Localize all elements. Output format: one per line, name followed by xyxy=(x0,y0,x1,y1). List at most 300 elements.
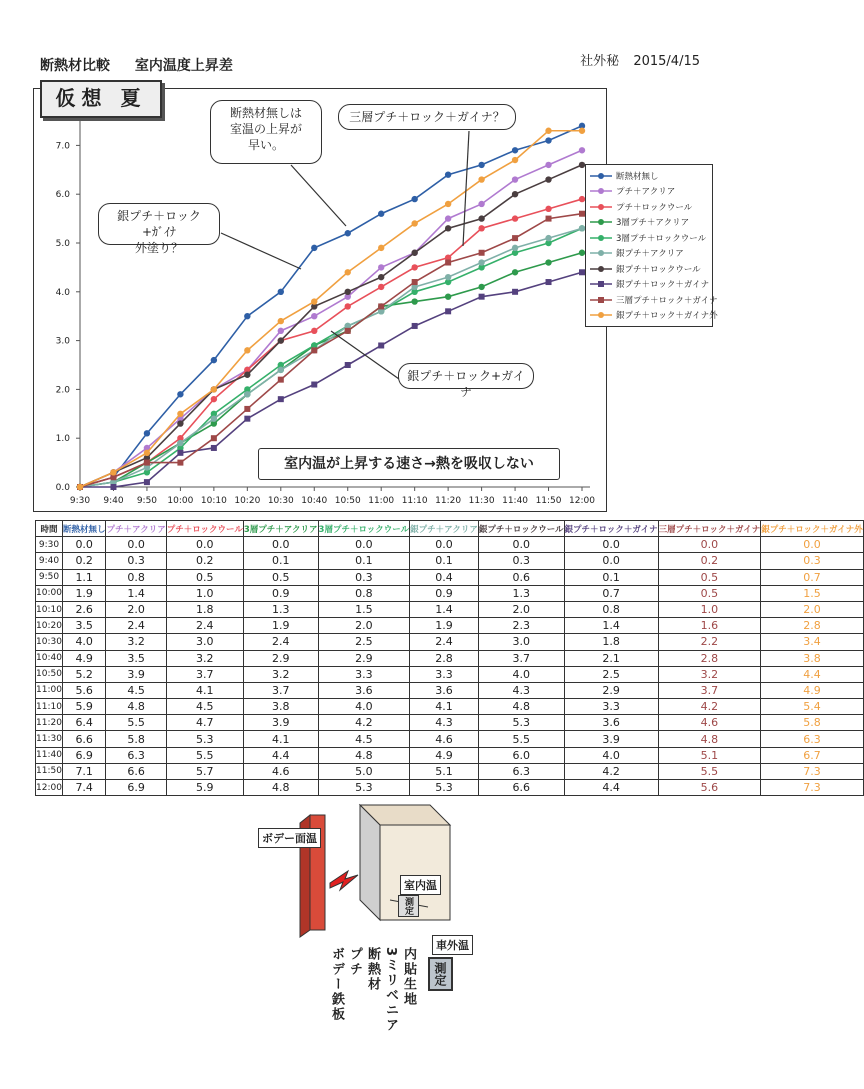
table-row xyxy=(36,634,864,650)
value-cell: 3.8 xyxy=(243,699,318,715)
value-cell: 5.3 xyxy=(410,780,479,796)
x-tick-label: 11:50 xyxy=(535,496,562,506)
page-header xyxy=(40,55,253,75)
y-tick-label: 7.0 xyxy=(55,141,70,152)
data-point xyxy=(345,269,351,275)
chart-banner: 室内温が上昇する速さ→熱を吸収しない xyxy=(258,448,560,480)
legend-swatch xyxy=(590,264,612,274)
table-row xyxy=(36,763,864,779)
x-tick-label: 11:20 xyxy=(435,496,462,506)
data-point xyxy=(545,235,551,241)
column-header: 銀プチ＋ロック＋ガイナ xyxy=(564,521,658,537)
value-cell: 3.0 xyxy=(478,634,564,650)
value-cell: 4.8 xyxy=(243,780,318,796)
legend-swatch xyxy=(590,186,612,196)
value-cell: 0.3 xyxy=(106,553,166,569)
time-cell: 9:30 xyxy=(36,537,63,553)
value-cell: 4.0 xyxy=(564,747,658,763)
legend-swatch xyxy=(590,233,612,243)
x-tick-label: 11:40 xyxy=(502,496,529,506)
time-cell: 11:00 xyxy=(36,682,63,698)
data-point xyxy=(545,128,551,134)
time-cell: 10:40 xyxy=(36,650,63,666)
value-cell: 4.9 xyxy=(410,747,479,763)
time-cell: 10:50 xyxy=(36,666,63,682)
measurement-diagram xyxy=(250,795,490,1055)
value-cell: 5.6 xyxy=(62,682,106,698)
data-point xyxy=(211,415,217,421)
data-point xyxy=(445,201,451,207)
time-cell: 10:30 xyxy=(36,634,63,650)
data-point xyxy=(512,269,518,275)
value-cell: 2.0 xyxy=(478,601,564,617)
table-row xyxy=(36,585,864,601)
legend-label: 断熱材無し xyxy=(616,171,659,182)
x-tick-label: 9:50 xyxy=(136,496,158,506)
value-cell: 4.2 xyxy=(564,763,658,779)
legend-item xyxy=(590,261,708,277)
value-cell: 5.8 xyxy=(106,731,166,747)
x-tick-label: 10:00 xyxy=(167,496,194,506)
value-cell: 1.0 xyxy=(166,585,243,601)
value-cell: 7.1 xyxy=(62,763,106,779)
legend-label: 銀プチ＋アクリア xyxy=(616,249,684,260)
value-cell: 3.0 xyxy=(166,634,243,650)
value-cell: 0.5 xyxy=(658,569,761,585)
data-point xyxy=(378,264,384,270)
callout-silver-outside: 銀プチ＋ロック+ｶﾞｲﾅ 外塗り？ xyxy=(98,203,220,245)
value-cell: 0.2 xyxy=(658,553,761,569)
value-cell: 2.8 xyxy=(761,618,864,634)
value-cell: 6.6 xyxy=(478,780,564,796)
data-point xyxy=(144,450,150,456)
data-point xyxy=(545,259,551,265)
value-cell: 2.3 xyxy=(478,618,564,634)
value-cell: 6.7 xyxy=(761,747,864,763)
data-point xyxy=(311,245,317,251)
time-cell: 11:50 xyxy=(36,763,63,779)
value-cell: 6.3 xyxy=(761,731,864,747)
data-point xyxy=(545,206,551,212)
value-cell: 4.5 xyxy=(166,699,243,715)
value-cell: 0.7 xyxy=(761,569,864,585)
value-cell: 1.0 xyxy=(658,601,761,617)
value-cell: 6.3 xyxy=(478,763,564,779)
value-cell: 6.4 xyxy=(62,715,106,731)
value-cell: 1.4 xyxy=(106,585,166,601)
confidential-label: 社外秘 xyxy=(580,54,620,69)
value-cell: 3.7 xyxy=(166,666,243,682)
value-cell: 3.2 xyxy=(243,666,318,682)
value-cell: 5.5 xyxy=(658,763,761,779)
x-tick-label: 10:40 xyxy=(301,496,328,506)
x-tick-label: 10:20 xyxy=(234,496,261,506)
legend-item xyxy=(590,199,708,215)
time-cell: 11:40 xyxy=(36,747,63,763)
data-point xyxy=(478,284,484,290)
data-point xyxy=(411,298,417,304)
callout-triple: 三層プチ＋ロック＋ガイナ？ xyxy=(338,104,516,130)
data-point xyxy=(478,162,484,168)
table-row xyxy=(36,666,864,682)
value-cell: 2.4 xyxy=(410,634,479,650)
value-cell: 0.1 xyxy=(243,553,318,569)
y-tick-label: 1.0 xyxy=(55,434,70,445)
time-cell: 12:00 xyxy=(36,780,63,796)
value-cell: 6.9 xyxy=(106,780,166,796)
value-cell: 1.8 xyxy=(564,634,658,650)
value-cell: 0.2 xyxy=(62,553,106,569)
value-cell: 2.9 xyxy=(318,650,410,666)
data-point xyxy=(211,357,217,363)
column-header: 銀プチ＋アクリア xyxy=(410,521,479,537)
data-point xyxy=(545,162,551,168)
value-cell: 1.4 xyxy=(564,618,658,634)
legend-item xyxy=(590,230,708,246)
value-cell: 1.5 xyxy=(318,601,410,617)
value-cell: 3.6 xyxy=(564,715,658,731)
value-cell: 4.3 xyxy=(478,682,564,698)
value-cell: 0.0 xyxy=(658,537,761,553)
value-cell: 0.3 xyxy=(761,553,864,569)
time-cell: 10:10 xyxy=(36,601,63,617)
value-cell: 4.8 xyxy=(478,699,564,715)
value-cell: 5.8 xyxy=(761,715,864,731)
data-point xyxy=(244,406,250,412)
x-tick-label: 10:50 xyxy=(334,496,361,506)
callout-pointer xyxy=(331,331,399,379)
data-point xyxy=(177,411,183,417)
label-insulation: 断熱材 xyxy=(365,947,380,992)
series-line-10 xyxy=(80,131,582,487)
legend-swatch xyxy=(590,248,612,258)
chart-legend xyxy=(585,164,718,327)
data-point xyxy=(311,382,317,388)
value-cell: 6.6 xyxy=(62,731,106,747)
value-cell: 5.9 xyxy=(62,699,106,715)
time-cell: 11:20 xyxy=(36,715,63,731)
value-cell: 3.2 xyxy=(658,666,761,682)
value-cell: 4.6 xyxy=(243,763,318,779)
value-cell: 1.9 xyxy=(62,585,106,601)
data-point xyxy=(211,396,217,402)
value-cell: 0.3 xyxy=(318,569,410,585)
value-cell: 5.6 xyxy=(658,780,761,796)
value-cell: 4.0 xyxy=(62,634,106,650)
value-cell: 3.3 xyxy=(410,666,479,682)
value-cell: 4.8 xyxy=(106,699,166,715)
data-point xyxy=(244,313,250,319)
value-cell: 0.3 xyxy=(478,553,564,569)
column-header: 3層プチ＋アクリア xyxy=(243,521,318,537)
legend-item xyxy=(590,246,708,262)
value-cell: 1.3 xyxy=(478,585,564,601)
doc-title: 断熱材比較 xyxy=(40,58,110,74)
y-tick-label: 6.0 xyxy=(55,190,70,201)
x-tick-label: 9:30 xyxy=(69,496,91,506)
label-measure: 測定 xyxy=(398,895,419,917)
data-point xyxy=(445,274,451,280)
value-cell: 2.0 xyxy=(106,601,166,617)
value-cell: 4.6 xyxy=(658,715,761,731)
callout-silver: 銀プチ＋ロック+ガイナ xyxy=(398,363,534,389)
data-point xyxy=(144,479,150,485)
data-point xyxy=(411,220,417,226)
value-cell: 4.8 xyxy=(658,731,761,747)
data-point xyxy=(144,430,150,436)
value-cell: 4.5 xyxy=(318,731,410,747)
value-cell: 3.2 xyxy=(166,650,243,666)
y-tick-label: 4.0 xyxy=(55,287,70,298)
value-cell: 0.0 xyxy=(478,537,564,553)
data-point xyxy=(77,484,83,490)
value-cell: 2.4 xyxy=(166,618,243,634)
legend-label: プチ＋ロックウール xyxy=(616,202,693,213)
value-cell: 3.5 xyxy=(106,650,166,666)
data-point xyxy=(445,308,451,314)
data-point xyxy=(177,440,183,446)
data-point xyxy=(345,362,351,368)
value-cell: 5.2 xyxy=(62,666,106,682)
value-cell: 0.0 xyxy=(761,537,864,553)
data-point xyxy=(445,171,451,177)
table-row xyxy=(36,569,864,585)
data-point xyxy=(412,279,418,285)
column-header: 断熱材無し xyxy=(62,521,106,537)
value-cell: 3.7 xyxy=(478,650,564,666)
legend-label: 3層プチ＋アクリア xyxy=(616,218,690,229)
value-cell: 3.4 xyxy=(761,634,864,650)
value-cell: 0.0 xyxy=(106,537,166,553)
value-cell: 5.1 xyxy=(658,747,761,763)
data-point xyxy=(479,294,485,300)
data-point xyxy=(345,328,351,334)
column-header: 銀プチ＋ロックウール xyxy=(478,521,564,537)
value-cell: 0.1 xyxy=(318,553,410,569)
data-point xyxy=(545,137,551,143)
table-row xyxy=(36,747,864,763)
value-cell: 2.0 xyxy=(318,618,410,634)
time-cell: 11:30 xyxy=(36,731,63,747)
value-cell: 0.2 xyxy=(166,553,243,569)
data-point xyxy=(512,157,518,163)
value-cell: 0.1 xyxy=(564,569,658,585)
value-cell: 4.5 xyxy=(106,682,166,698)
data-point xyxy=(345,230,351,236)
data-point xyxy=(512,289,518,295)
data-point xyxy=(345,289,351,295)
data-point xyxy=(345,303,351,309)
data-point xyxy=(445,260,451,266)
callout-no-insulation: 断熱材無しは 室温の上昇が 早い。 xyxy=(210,100,322,164)
value-cell: 1.9 xyxy=(410,618,479,634)
label-room-temp: 室内温 xyxy=(400,875,441,895)
data-point xyxy=(378,211,384,217)
value-cell: 0.8 xyxy=(564,601,658,617)
table-row xyxy=(36,537,864,553)
legend-label: プチ＋アクリア xyxy=(616,187,676,198)
label-outside-temp: 車外温 xyxy=(432,935,473,955)
time-cell: 10:20 xyxy=(36,618,63,634)
data-point xyxy=(411,196,417,202)
value-cell: 0.8 xyxy=(318,585,410,601)
label-veneer: 3ミリベニア xyxy=(383,947,398,1034)
box-side xyxy=(360,805,380,920)
value-cell: 4.3 xyxy=(410,715,479,731)
value-cell: 2.4 xyxy=(106,618,166,634)
value-cell: 5.7 xyxy=(166,763,243,779)
value-cell: 2.5 xyxy=(318,634,410,650)
value-cell: 0.7 xyxy=(564,585,658,601)
value-cell: 4.1 xyxy=(166,682,243,698)
table-row xyxy=(36,650,864,666)
value-cell: 5.1 xyxy=(410,763,479,779)
data-point xyxy=(211,435,217,441)
legend-swatch xyxy=(590,202,612,212)
data-point xyxy=(512,215,518,221)
value-cell: 7.4 xyxy=(62,780,106,796)
data-point xyxy=(478,259,484,265)
value-cell: 6.9 xyxy=(62,747,106,763)
data-point xyxy=(177,460,183,466)
data-point xyxy=(278,367,284,373)
data-point xyxy=(278,396,284,402)
season-label: 仮想 夏 xyxy=(40,80,162,118)
data-point xyxy=(545,176,551,182)
value-cell: 0.6 xyxy=(478,569,564,585)
value-cell: 3.7 xyxy=(658,682,761,698)
table-body xyxy=(36,537,864,796)
value-cell: 2.0 xyxy=(761,601,864,617)
y-tick-label: 0.0 xyxy=(55,483,70,493)
header-meta xyxy=(570,50,700,69)
value-cell: 3.9 xyxy=(106,666,166,682)
data-point xyxy=(211,386,217,392)
data-point xyxy=(177,420,183,426)
value-cell: 3.2 xyxy=(106,634,166,650)
time-cell: 11:10 xyxy=(36,699,63,715)
value-cell: 4.7 xyxy=(166,715,243,731)
value-cell: 0.0 xyxy=(410,537,479,553)
value-cell: 4.0 xyxy=(318,699,410,715)
x-tick-label: 9:40 xyxy=(103,496,124,506)
value-cell: 3.3 xyxy=(318,666,410,682)
value-cell: 1.8 xyxy=(166,601,243,617)
data-point xyxy=(378,284,384,290)
legend-item xyxy=(590,308,718,324)
table-row xyxy=(36,699,864,715)
legend-label: 銀プチ＋ロックウール xyxy=(616,264,701,275)
value-cell: 4.8 xyxy=(318,747,410,763)
x-tick-label: 12:00 xyxy=(569,496,595,506)
column-header: 三層プチ＋ロック＋ガイナ xyxy=(658,521,761,537)
value-cell: 0.5 xyxy=(166,569,243,585)
data-point xyxy=(278,337,284,343)
data-point xyxy=(478,201,484,207)
data-point xyxy=(411,264,417,270)
data-point xyxy=(244,372,250,378)
time-cell: 10:00 xyxy=(36,585,63,601)
value-cell: 1.6 xyxy=(658,618,761,634)
x-tick-label: 10:10 xyxy=(200,496,227,506)
data-point xyxy=(512,235,518,241)
value-cell: 5.4 xyxy=(761,699,864,715)
label-measure-outside: 測定 xyxy=(428,957,453,991)
value-cell: 2.6 xyxy=(62,601,106,617)
value-cell: 6.6 xyxy=(106,763,166,779)
data-point xyxy=(378,245,384,251)
legend-swatch xyxy=(590,217,612,227)
data-point xyxy=(244,347,250,353)
value-cell: 5.3 xyxy=(166,731,243,747)
data-point xyxy=(278,318,284,324)
data-point xyxy=(378,342,384,348)
value-cell: 0.0 xyxy=(564,537,658,553)
table-row xyxy=(36,601,864,617)
data-point xyxy=(311,328,317,334)
time-cell: 9:50 xyxy=(36,569,63,585)
value-cell: 1.9 xyxy=(243,618,318,634)
callout-pointer xyxy=(221,233,301,269)
value-cell: 0.0 xyxy=(166,537,243,553)
value-cell: 2.8 xyxy=(658,650,761,666)
data-point xyxy=(177,391,183,397)
table-row xyxy=(36,780,864,796)
data-point xyxy=(546,216,552,222)
value-cell: 5.5 xyxy=(478,731,564,747)
value-cell: 3.6 xyxy=(410,682,479,698)
time-header: 時間 xyxy=(36,521,63,537)
value-cell: 2.9 xyxy=(564,682,658,698)
value-cell: 5.0 xyxy=(318,763,410,779)
value-cell: 4.2 xyxy=(658,699,761,715)
column-header: 銀プチ＋ロック＋ガイナ外 xyxy=(761,521,864,537)
value-cell: 0.8 xyxy=(106,569,166,585)
data-point xyxy=(378,274,384,280)
x-tick-label: 11:00 xyxy=(368,496,395,506)
legend-item xyxy=(590,168,708,184)
value-cell: 5.5 xyxy=(166,747,243,763)
label-body-steel: ボデー鉄板 xyxy=(329,947,344,1022)
value-cell: 0.9 xyxy=(410,585,479,601)
data-point xyxy=(311,347,317,353)
data-point xyxy=(478,215,484,221)
data-point xyxy=(479,250,485,256)
data-point xyxy=(110,469,116,475)
value-cell: 0.0 xyxy=(564,553,658,569)
value-cell: 2.9 xyxy=(243,650,318,666)
value-cell: 3.6 xyxy=(318,682,410,698)
value-cell: 3.3 xyxy=(564,699,658,715)
data-point xyxy=(445,293,451,299)
legend-label: 銀プチ＋ロック＋ガイナ xyxy=(616,280,710,291)
data-point xyxy=(311,313,317,319)
value-cell: 4.6 xyxy=(410,731,479,747)
value-cell: 2.4 xyxy=(243,634,318,650)
label-lining: 内貼生地 xyxy=(401,947,416,1007)
value-cell: 5.3 xyxy=(478,715,564,731)
value-cell: 7.3 xyxy=(761,763,864,779)
data-point xyxy=(411,250,417,256)
legend-item xyxy=(590,184,708,200)
callout-pointer xyxy=(291,165,346,226)
date-label: 2015/4/15 xyxy=(633,54,700,69)
value-cell: 3.9 xyxy=(564,731,658,747)
column-header: プチ＋アクリア xyxy=(106,521,166,537)
value-cell: 6.0 xyxy=(478,747,564,763)
data-point xyxy=(311,298,317,304)
data-point xyxy=(579,128,585,134)
